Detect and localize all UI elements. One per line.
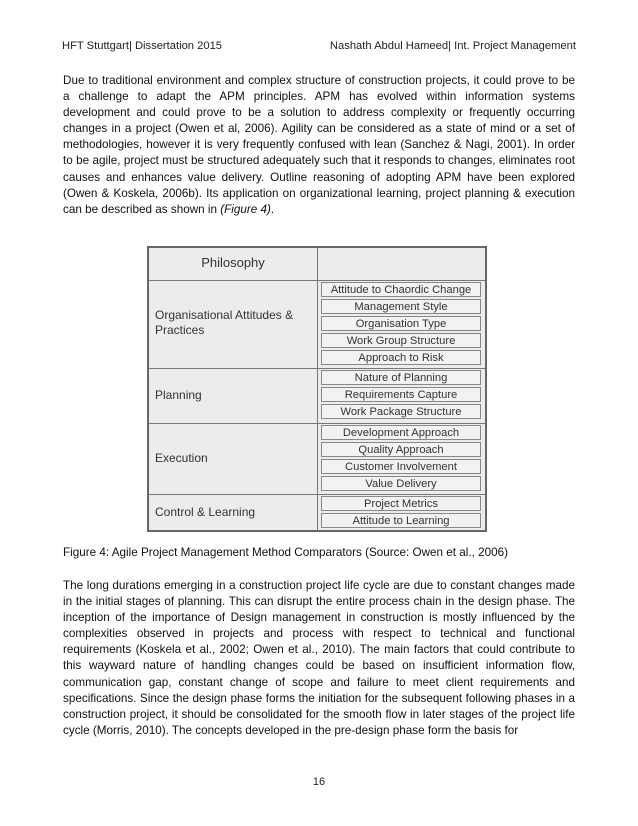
group-label: Execution [155, 451, 208, 465]
figure-reference: (Figure 4) [220, 202, 271, 216]
comparator-item: Requirements Capture [321, 387, 481, 402]
group-execution [149, 423, 485, 495]
figure-title: Philosophy [201, 255, 265, 270]
page-number: 16 [312, 776, 326, 788]
comparator-item: Customer Involvement [321, 459, 481, 474]
group-items [321, 280, 481, 368]
group-items [321, 368, 481, 423]
comparator-item: Work Group Structure [321, 333, 481, 348]
group-organisational [149, 280, 485, 369]
header-right: Nashath Abdul Hameed| Int. Project Management [329, 40, 576, 52]
comparator-item: Work Package Structure [321, 404, 481, 419]
comparator-item: Approach to Risk [321, 350, 481, 365]
comparator-item: Value Delivery [321, 476, 481, 491]
paragraph-intro-text: Due to traditional environment and complex structure of construction projects, it could prove to be a challenge to adapt the APM principles. APM has evolved within information systems development and could prove to be a solution to address complexity or frequently occurring changes in a project (Owen et al, 2006). Agility can be considered as a state of mind or a set of methodologies, however it is very frequently confused with lean (Sanchez & Nagi, 2001). In order to be agile, project must be structured adequately such that it responds to changes, eliminates root causes and enhances value delivery. Outline reasoning of adopting APM have been explored (Owen & Koskela, 2006b). Its application on organizational learning, project planning & execution can be described as shown in [63, 74, 575, 216]
group-planning [149, 368, 485, 424]
comparator-item: Organisation Type [321, 316, 481, 331]
comparator-item: Management Style [321, 299, 481, 314]
group-label: Organisational Attitudes & Practices [155, 308, 294, 337]
group-control [149, 494, 485, 530]
comparator-item: Quality Approach [321, 442, 481, 457]
paragraph-intro [63, 73, 575, 218]
comparator-item: Nature of Planning [321, 370, 481, 385]
figure-caption: Figure 4: Agile Project Management Method Comparators (Source: Owen et al., 2006) [63, 546, 508, 559]
page-header [62, 40, 576, 52]
comparator-item: Attitude to Chaordic Change [321, 282, 481, 297]
header-left: HFT Stuttgart| Dissertation 2015 [62, 40, 223, 52]
comparator-item: Development Approach [321, 425, 481, 440]
paragraph-body: The long durations emerging in a construction project life cycle are due to constant changes made in the initial stages of planning. This can disrupt the entire process chain in the design phase. The inception of the importance of Design management in construction is mostly influenced by the complexities observed in projects and process with respect to technical and functional requirements (Koskela et al., 2002; Owen et al., 2010). The main factors that could contribute to this wayward nature of handling changes could be based on insufficient information flow, communication gap, constant change of scope and failure to meet client requirements and specifications. Since the design phase forms the initiation for the subsequent following phases in a construction project, it should be consolidated for the smooth flow in later stages of the project life cycle (Morris, 2010). The concepts developed in the pre-design phase form the basis for [63, 579, 575, 737]
figure-comparators-table [147, 246, 487, 532]
paragraph-intro-end: . [270, 202, 275, 216]
comparator-item: Attitude to Learning [321, 513, 481, 528]
group-items [321, 423, 481, 494]
group-label: Planning [155, 388, 202, 402]
group-label: Control & Learning [155, 505, 256, 519]
group-items [321, 494, 481, 530]
comparator-item: Project Metrics [321, 496, 481, 511]
